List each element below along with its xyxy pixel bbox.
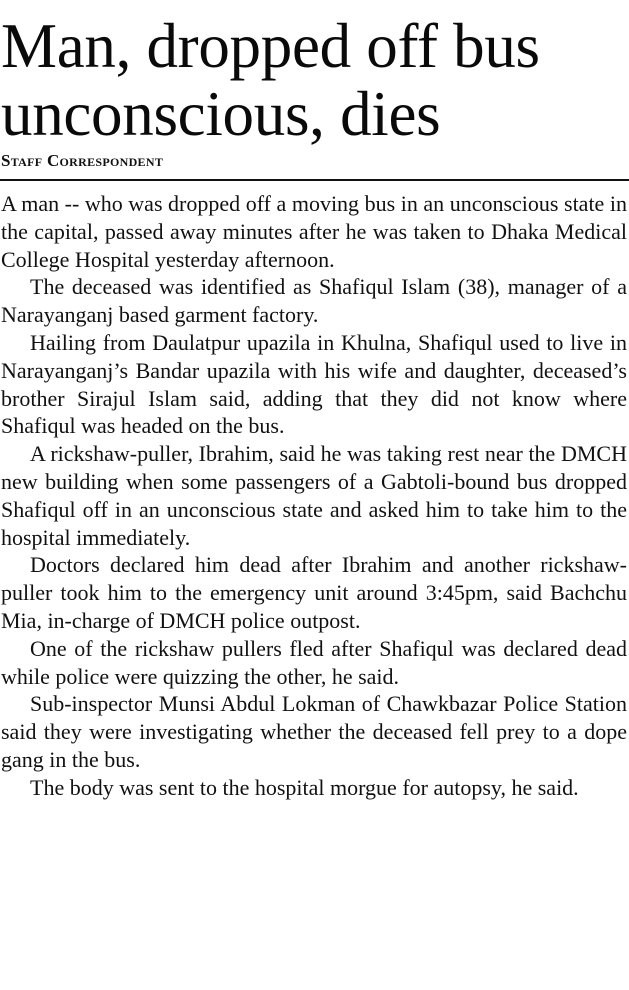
paragraph: Doctors declared him dead after Ibrahim and another rickshaw-puller took him to the emergency unit around 3:45pm, said Bachchu Mia, in-charge of DMCH police outpost. <box>1 552 627 633</box>
paragraph: Sub-inspector Munsi Abdul Lokman of Chawkbazar Police Station said they were investigating whether the deceased fell prey to a dope gang in the bus. <box>1 691 627 772</box>
paragraph: The deceased was identified as Shafiqul Islam (38), manager of a Narayanganj based garment factory. <box>1 274 627 328</box>
byline: Staff Correspondent <box>1 151 164 170</box>
paragraph: A rickshaw-puller, Ibrahim, said he was taking rest near the DMCH new building when some passengers of a Gabtoli-bound bus dropped Shafiqul off in an unconscious state and asked him to take him to the hospital immediately. <box>1 441 627 550</box>
paragraph: One of the rickshaw pullers fled after Shafiqul was declared dead while police were quizzing the other, he said. <box>1 635 627 689</box>
article-body <box>0 190 629 802</box>
headline: Man, dropped off bus unconscious, dies <box>1 11 540 149</box>
paragraph: A man -- who was dropped off a moving bus in an unconscious state in the capital, passed away minutes after he was taken to Dhaka Medical College Hospital yesterday afternoon. <box>1 191 627 272</box>
paragraph: Hailing from Daulatpur upazila in Khulna, Shafiqul used to live in Narayanganj’s Bandar upazila with his wife and daughter, deceased’s brother Sirajul Islam said, adding that they did not know where Shafiqul was headed on the bus. <box>1 329 627 439</box>
divider-rule <box>0 179 629 181</box>
paragraph: The body was sent to the hospital morgue for autopsy, he said. <box>30 774 579 800</box>
